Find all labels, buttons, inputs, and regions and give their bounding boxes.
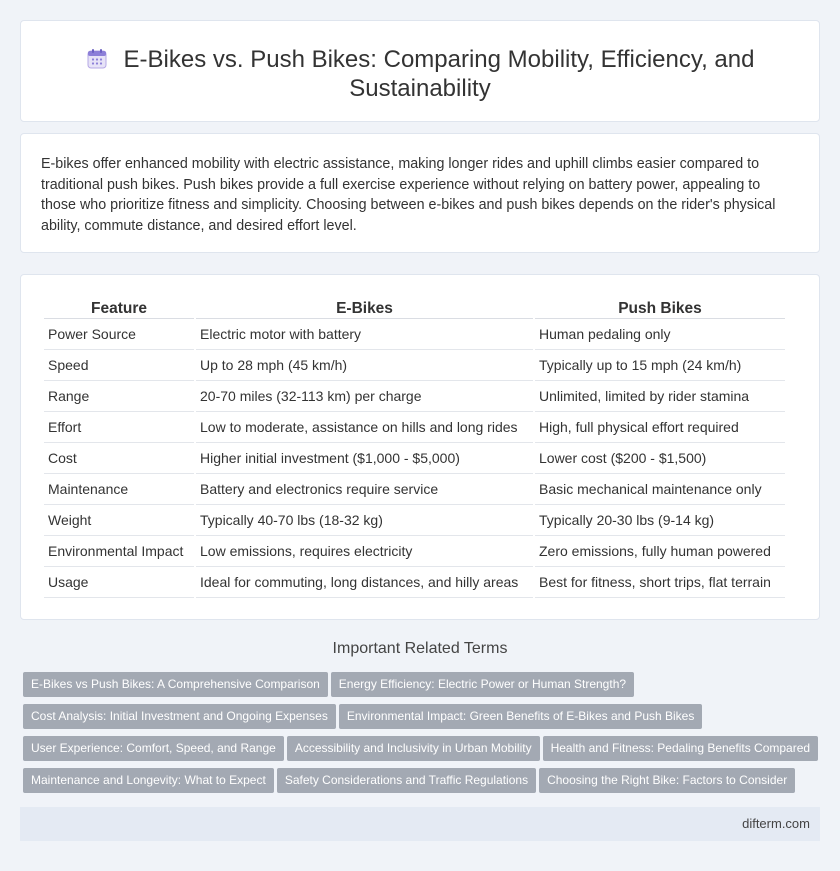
related-tags-row bbox=[23, 672, 637, 697]
related-tag[interactable]: E-Bikes vs Push Bikes: A Comprehensive Comparison bbox=[23, 672, 328, 697]
header-push-bikes: Push Bikes bbox=[535, 295, 785, 319]
related-tags-row bbox=[23, 736, 821, 761]
header-feature: Feature bbox=[44, 295, 194, 319]
pushbike-cell: Best for fitness, short trips, flat terrain bbox=[535, 567, 785, 598]
related-tag[interactable]: Environmental Impact: Green Benefits of E-Bikes and Push Bikes bbox=[339, 704, 703, 729]
table-row bbox=[44, 505, 785, 536]
related-tag[interactable]: User Experience: Comfort, Speed, and Range bbox=[23, 736, 284, 761]
related-tag[interactable]: Cost Analysis: Initial Investment and Ongoing Expenses bbox=[23, 704, 336, 729]
pushbike-cell: Zero emissions, fully human powered bbox=[535, 536, 785, 567]
feature-cell: Power Source bbox=[44, 319, 194, 350]
related-tag[interactable]: Maintenance and Longevity: What to Expect bbox=[23, 768, 274, 793]
intro-paragraph: E-bikes offer enhanced mobility with electric assistance, making longer rides and uphill climbs easier compared to traditional push bikes. Push bikes provide a full exercise experience without relying on battery power, appealing to those who prioritize fitness and simplicity. Choosing between e-bikes and push bikes depends on the rider's physical ability, commute distance, and desired effort level. bbox=[41, 156, 776, 234]
ebike-cell: Low to moderate, assistance on hills and long rides bbox=[196, 412, 533, 443]
ebike-cell: Battery and electronics require service bbox=[196, 474, 533, 505]
ebike-cell: Up to 28 mph (45 km/h) bbox=[196, 350, 533, 381]
pushbike-cell: Basic mechanical maintenance only bbox=[535, 474, 785, 505]
table-row bbox=[44, 350, 785, 381]
related-tags-row bbox=[23, 768, 798, 793]
feature-cell: Range bbox=[44, 381, 194, 412]
table-header-row bbox=[44, 295, 785, 319]
ebike-cell: Higher initial investment ($1,000 - $5,000) bbox=[196, 443, 533, 474]
page-title: E-Bikes vs. Push Bikes: Comparing Mobility, Efficiency, and Sustainability bbox=[123, 46, 755, 102]
table-row bbox=[44, 443, 785, 474]
pushbike-cell: Typically 20-30 lbs (9-14 kg) bbox=[535, 505, 785, 536]
feature-cell: Cost bbox=[44, 443, 194, 474]
pushbike-cell: High, full physical effort required bbox=[535, 412, 785, 443]
title-card bbox=[20, 20, 820, 122]
ebike-cell: 20-70 miles (32-113 km) per charge bbox=[196, 381, 533, 412]
table-row bbox=[44, 319, 785, 350]
footer bbox=[20, 807, 820, 841]
pushbike-cell: Lower cost ($200 - $1,500) bbox=[535, 443, 785, 474]
feature-cell: Usage bbox=[44, 567, 194, 598]
comparison-table bbox=[42, 295, 787, 598]
table-row bbox=[44, 381, 785, 412]
comparison-table-card bbox=[20, 274, 820, 620]
feature-cell: Environmental Impact bbox=[44, 536, 194, 567]
pushbike-cell: Typically up to 15 mph (24 km/h) bbox=[535, 350, 785, 381]
ebike-cell: Low emissions, requires electricity bbox=[196, 536, 533, 567]
related-tag[interactable]: Energy Efficiency: Electric Power or Human Strength? bbox=[331, 672, 634, 697]
feature-cell: Speed bbox=[44, 350, 194, 381]
related-tag[interactable]: Accessibility and Inclusivity in Urban Mobility bbox=[287, 736, 540, 761]
pushbike-cell: Human pedaling only bbox=[535, 319, 785, 350]
feature-cell: Maintenance bbox=[44, 474, 194, 505]
related-tag[interactable]: Choosing the Right Bike: Factors to Consider bbox=[539, 768, 795, 793]
footer-site-link[interactable]: difterm.com bbox=[742, 816, 810, 831]
feature-cell: Weight bbox=[44, 505, 194, 536]
ebike-cell: Typically 40-70 lbs (18-32 kg) bbox=[196, 505, 533, 536]
table-row bbox=[44, 536, 785, 567]
table-row bbox=[44, 474, 785, 505]
ebike-cell: Ideal for commuting, long distances, and hilly areas bbox=[196, 567, 533, 598]
feature-cell: Effort bbox=[44, 412, 194, 443]
calendar-icon bbox=[86, 48, 108, 70]
related-tag[interactable]: Safety Considerations and Traffic Regulations bbox=[277, 768, 536, 793]
related-tag[interactable]: Health and Fitness: Pedaling Benefits Compared bbox=[543, 736, 818, 761]
related-tags-row bbox=[23, 704, 705, 729]
header-ebikes: E-Bikes bbox=[196, 295, 533, 319]
intro-card bbox=[20, 133, 820, 253]
pushbike-cell: Unlimited, limited by rider stamina bbox=[535, 381, 785, 412]
ebike-cell: Electric motor with battery bbox=[196, 319, 533, 350]
table-row bbox=[44, 412, 785, 443]
related-terms-heading: Important Related Terms bbox=[332, 640, 508, 657]
table-row bbox=[44, 567, 785, 598]
